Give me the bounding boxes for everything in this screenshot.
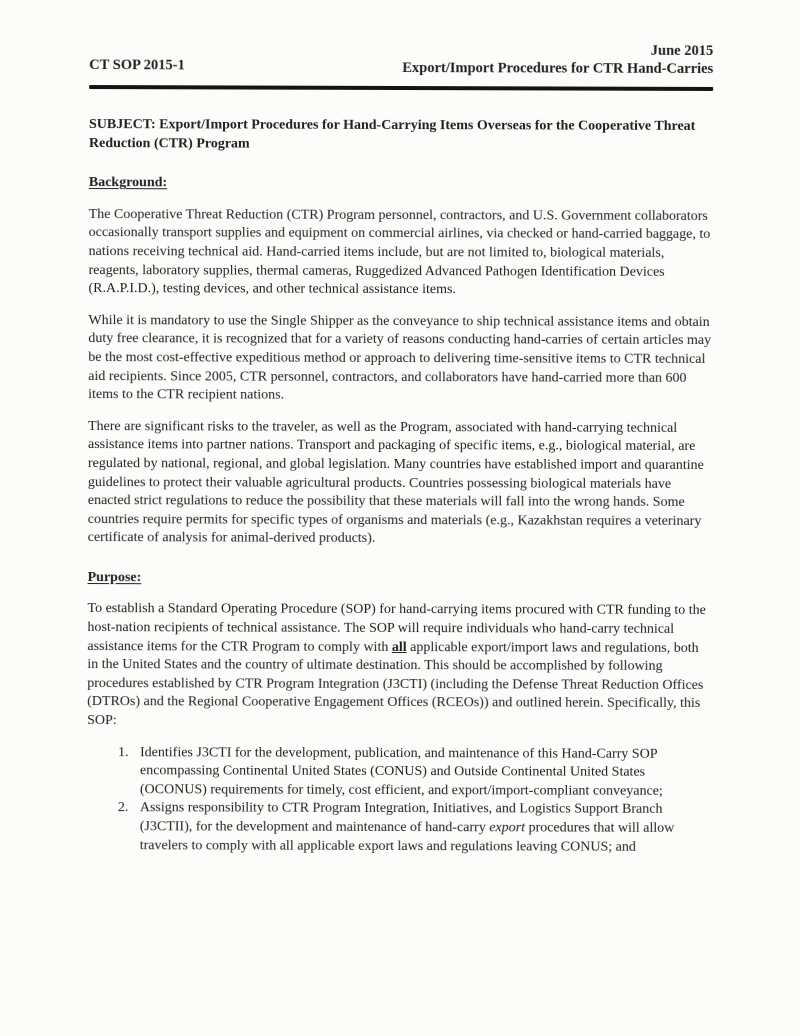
list-item-text-start: Assigns responsibility to CTR Program Integration, Initiatives, and Logistics Support Branch (J3CTII), for the development and maintenance of hand-carry — [139, 800, 663, 836]
purpose-text-start: To establish a Standard Operating Procedure (SOP) for hand-carrying items procured with CTR funding to the host-nation recipients of technical assistance. The SOP will require individuals who hand-carry technical assistance items for the CTR Program to comply with — [87, 601, 706, 655]
purpose-numbered-list — [87, 744, 711, 858]
list-item-text: Identifies J3CTI for the development, publication, and maintenance of this Hand-Carry SOP encompassing Continental United States (CONUS) and Outside Continental United States (OCONUS) requirements for timely, cost efficient, and export/import-compliant conveyance; — [139, 744, 663, 799]
list-item-italic-export: export — [489, 820, 526, 836]
background-paragraph-3: There are significant risks to the traveler, as well as the Program, associated with hand-carrying technical assistance items into partner nations. Transport and packaging of specific items, e.g., biological material, are regulated by national, regional, and global legislation. Many countries have established import and quarantine guidelines to protect their valuable agricultural products. Countries possessing biological materials have enacted strict regulations to reduce the possibility that these materials will fall into the wrong hands. Some countries require permits for specific types of organisms and materials (e.g., Kazakhstan requires a veterinary certificate of analysis for animal-derived products). — [87, 418, 704, 547]
document-number: CT SOP 2015-1 — [89, 57, 185, 74]
page-header — [89, 41, 713, 78]
purpose-text-end: applicable export/import laws and regulations, both in the United States and the country of ultimate destination. This should be accomplished by following procedures established by CTR Program Integration (J3CTI) (including the Defense Threat Reduction Offices (DTROs) and the Regional Cooperative Engagement Offices (RCEOs)) and outlined herein. Specifically, this SOP: — [87, 639, 704, 729]
list-item-text-end: procedures that will allow travelers to comply with all applicable export laws and regulations leaving CONUS; and — [139, 820, 675, 855]
subject-line: SUBJECT: Export/Import Procedures for Hand-Carrying Items Overseas for the Cooperative Threat Reduction (CTR) Program — [88, 117, 696, 152]
purpose-heading: Purpose: — [87, 569, 142, 586]
header-title: Export/Import Procedures for CTR Hand-Carries — [402, 59, 714, 77]
list-item-number: 1. — [118, 744, 129, 760]
list-item-number: 2. — [117, 800, 129, 816]
list-item-text — [140, 800, 711, 858]
purpose-emphasis-all: all — [391, 639, 407, 655]
document-content — [87, 41, 714, 857]
purpose-paragraph — [87, 600, 711, 732]
background-paragraph-2: While it is mandatory to use the Single Shipper as the conveyance to ship technical assistance items and obtain duty free clearance, it is recognized that for a variety of reasons conducting hand-carries of certain articles may be the most cost-effective expeditious method or approach to delivering time-sensitive items to CTR technical aid recipients. Since 2005, CTR personnel, contractors, and collaborators have hand-carried more than 600 items to the CTR recipient nations. — [88, 312, 712, 403]
background-paragraph-1: The Cooperative Threat Reduction (CTR) Program personnel, contractors, and U.S. Government collaborators occasionally transport supplies and equipment on commercial airlines, via checked or hand-carried baggage, to nations receiving technical aid. Hand-carried items include, but are not limited to, biological materials, reagents, laboratory supplies, thermal cameras, Ruggedized Advanced Pathogen Identification Devices (R.A.P.I.D.), testing devices, and other technical assistance items. — [88, 206, 711, 298]
header-right-block — [402, 42, 713, 78]
list-item — [87, 744, 711, 802]
header-rule — [89, 85, 713, 91]
header-date: June 2015 — [650, 42, 714, 59]
list-item — [87, 799, 711, 857]
background-heading: Background: — [88, 175, 168, 191]
